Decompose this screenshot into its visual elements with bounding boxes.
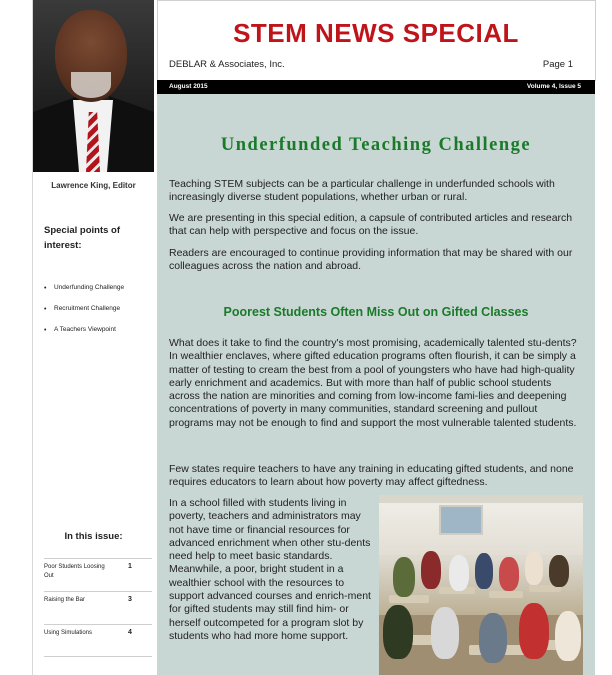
- main-column: [157, 0, 595, 675]
- toc-title: Raising the Bar: [44, 597, 86, 603]
- toc-row[interactable]: [44, 558, 152, 591]
- article-paragraph: What does it take to find the country's most promising, academically talented stu-dents? In wealthier enclaves, where gifted education programs often flourish, it can be simply a matter of testing to cream the best from a pool of youngsters who have had high-quality early enrichment and academics. But with more than half of public school students across the nation are minorities and coming from low-income fami-lies and deepening concentrations of poverty in many communities, standard screening and pullout programs may not be enough to find and support the most vulnerable talented students.: [169, 337, 577, 429]
- toc-title: Using Simulations: [44, 630, 93, 636]
- sidebar: [32, 0, 154, 675]
- issue-volume: Volume 4, Issue 5: [526, 83, 581, 90]
- sidebar-divider: [44, 656, 152, 657]
- issue-bar: [157, 80, 595, 94]
- table-of-contents: [44, 558, 152, 657]
- toc-row[interactable]: [44, 624, 152, 657]
- article-area: [157, 94, 595, 675]
- special-points-list: [44, 284, 124, 347]
- page-number: Page 1: [542, 59, 573, 70]
- in-this-issue-title: In this issue:: [64, 531, 123, 542]
- toc-page: 4: [128, 629, 132, 636]
- bullet-icon: •: [44, 285, 47, 292]
- classroom-photo: [379, 495, 583, 675]
- article-headline-2: Poorest Students Often Miss Out on Gifted Classes: [223, 305, 529, 319]
- article-paragraph: In a school filled with students living in poverty, teachers and administrators may not have time or financial resources for advanced enrichment when other stu-dents need help to meet basic standards. Meanwhile, a poor, bright student in a wealthier school with the resources to support advanced courses and enrich-ment for gifted students may still find him- or herself outcompeted for a program slot by students who had more home support.: [169, 497, 371, 642]
- article-paragraph: Teaching STEM subjects can be a particular challenge in underfunded schools with increasingly diverse student populations, whether urban or rural.: [169, 178, 555, 204]
- bullet-icon: •: [44, 327, 47, 334]
- list-item: • Underfunding Challenge: [44, 284, 125, 292]
- toc-row[interactable]: [44, 591, 152, 624]
- article-headline: Underfunded Teaching Challenge: [220, 135, 532, 155]
- article-paragraph: Readers are encouraged to continue providing information that may be shared with our colleagues across the nation and abroad.: [169, 247, 573, 273]
- toc-page: 1: [128, 563, 132, 570]
- toc-page: 3: [128, 596, 132, 603]
- newsletter-title: STEM NEWS SPECIAL: [233, 18, 519, 48]
- publisher-name: DEBLAR & Associates, Inc.: [169, 59, 285, 70]
- article-paragraph: Few states require teachers to have any training in educating gifted students, and none requires educators to learn about how poverty may affect giftedness.: [169, 463, 574, 489]
- issue-date: August 2015: [169, 83, 208, 90]
- editor-photo: [33, 0, 154, 172]
- list-item: • A Teachers Viewpoint: [44, 326, 116, 334]
- special-points-title: Special points of interest:: [44, 225, 121, 251]
- editor-caption: Lawrence King, Editor: [51, 181, 136, 190]
- bullet-icon: •: [44, 306, 47, 313]
- article-paragraph: We are presenting in this special edition, a capsule of contributed articles and research that can help with perspective and focus on the issue.: [169, 212, 573, 238]
- toc-title: Poor Students Loosing Out: [44, 564, 105, 579]
- list-item: • Recruitment Challenge: [44, 305, 121, 313]
